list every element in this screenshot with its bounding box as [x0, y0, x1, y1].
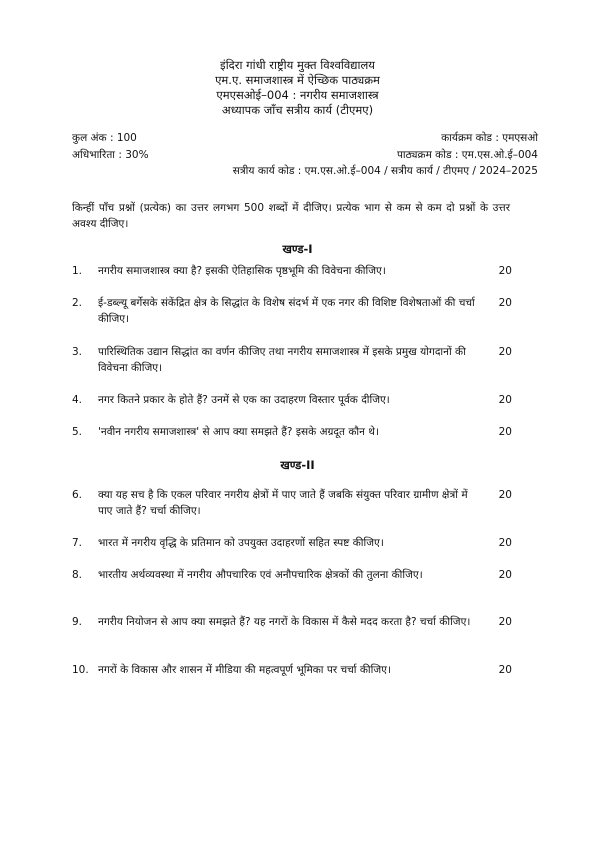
question-item: [72, 392, 512, 408]
section-title-2: खण्ड-II: [280, 458, 315, 472]
question-marks: 20: [498, 346, 512, 358]
question-text: क्या यह सच है कि एकल परिवार नगरीय क्षेत्रों में पाए जाते हैं जबकि संयुक्त परिवार ग्रामीण क्षेत्रों में पाए जाते हैं? चर्चा कीजिए।: [98, 489, 468, 517]
question-text: नगर कितने प्रकार के होते हैं? उनमें से एक का उदाहरण विस्तार पूर्वक दीजिए।: [98, 394, 390, 406]
document-header: [0, 58, 595, 118]
programme-code: कार्यक्रम कोड : एमएसओ: [441, 132, 538, 144]
question-number: 10.: [72, 664, 89, 676]
question-text: भारतीय अर्थव्यवस्था में नगरीय औपचारिक एवं अनौपचारिक क्षेत्रकों की तुलना कीजिए।: [98, 569, 423, 581]
question-text: 'नवीन नगरीय समाजशास्त्र' से आप क्या समझते हैं? इसके अग्रदूत कौन थे।: [98, 426, 379, 438]
question-number: 7.: [72, 537, 83, 549]
question-item: [72, 614, 512, 630]
instructions: किन्हीं पाँच प्रश्नों (प्रत्येक) का उत्तर लगभग 500 शब्दों में दीजिए। प्रत्येक भाग से कम से कम दो प्रश्नों के उत्तर अवश्य दीजिए।: [72, 202, 510, 230]
question-item: [72, 487, 512, 519]
university-name: इंदिरा गांधी राष्ट्रीय मुक्त विश्वविद्यालय: [220, 58, 375, 72]
question-number: 3.: [72, 346, 83, 358]
question-marks: 20: [498, 569, 512, 581]
course-code: पाठ्यक्रम कोड : एम.एस.ओ.ई–004: [396, 149, 538, 161]
question-item: [72, 424, 512, 440]
question-number: 9.: [72, 616, 83, 628]
question-text: नगरीय नियोजन से आप क्या समझते हैं? यह नगरों के विकास में कैसे मदद करता है? चर्चा कीजिए।: [98, 616, 471, 628]
question-number: 4.: [72, 394, 83, 406]
programme-title: एम.ए. समाजशास्त्र में ऐच्छिक पाठ्यक्रम: [215, 73, 380, 87]
question-number: 1.: [72, 265, 83, 277]
question-marks: 20: [498, 297, 512, 309]
question-text: पारिस्थितिक उद्यान सिद्धांत का वर्णन कीजिए तथा नगरीय समाजशास्त्र में इसके प्रमुख योगदानों की विवेचना कीजिए।: [98, 346, 466, 374]
question-text: ई-डब्ल्यू बर्गेसके संकेंद्रित क्षेत्र के सिद्धांत के विशेष संदर्भ में एक नगर की विशिष्ट विशेषताओं की चर्चा कीजिए।: [98, 297, 475, 325]
question-text: नगरीय समाजशास्त्र क्या है? इसकी ऐतिहासिक पृष्ठभूमि की विवेचना कीजिए।: [98, 265, 386, 277]
question-marks: 20: [498, 616, 512, 628]
assignment-code: सत्रीय कार्य कोड : एम.एस.ओ.ई–004 / सत्रीय कार्य / टीएमए / 2024–2025: [232, 165, 538, 177]
question-marks: 20: [498, 426, 512, 438]
question-number: 8.: [72, 569, 83, 581]
question-item: [72, 567, 512, 583]
question-item: [72, 344, 512, 376]
course-title: एमएसओई–004 : नगरीय समाजशास्त्र: [216, 88, 379, 102]
weightage: अधिभारिता : 30%: [72, 149, 149, 161]
question-marks: 20: [498, 394, 512, 406]
section-title-1: खण्ड-I: [282, 242, 313, 256]
question-item: [72, 662, 512, 678]
question-text: भारत में नगरीय वृद्धि के प्रतिमान को उपयुक्त उदाहरणों सहित स्पष्ट कीजिए।: [98, 537, 384, 549]
question-item: [72, 263, 512, 279]
question-text: नगरों के विकास और शासन में मीडिया की महत्वपूर्ण भूमिका पर चर्चा कीजिए।: [98, 664, 391, 676]
question-marks: 20: [498, 664, 512, 676]
question-item: [72, 535, 512, 551]
question-number: 6.: [72, 489, 83, 501]
question-number: 5.: [72, 426, 83, 438]
question-number: 2.: [72, 297, 83, 309]
question-marks: 20: [498, 489, 512, 501]
question-marks: 20: [498, 265, 512, 277]
assignment-title: अध्यापक जाँच सत्रीय कार्य (टीएमए): [221, 103, 374, 117]
question-marks: 20: [498, 537, 512, 549]
question-item: [72, 295, 512, 327]
total-marks: कुल अंक : 100: [72, 132, 137, 144]
